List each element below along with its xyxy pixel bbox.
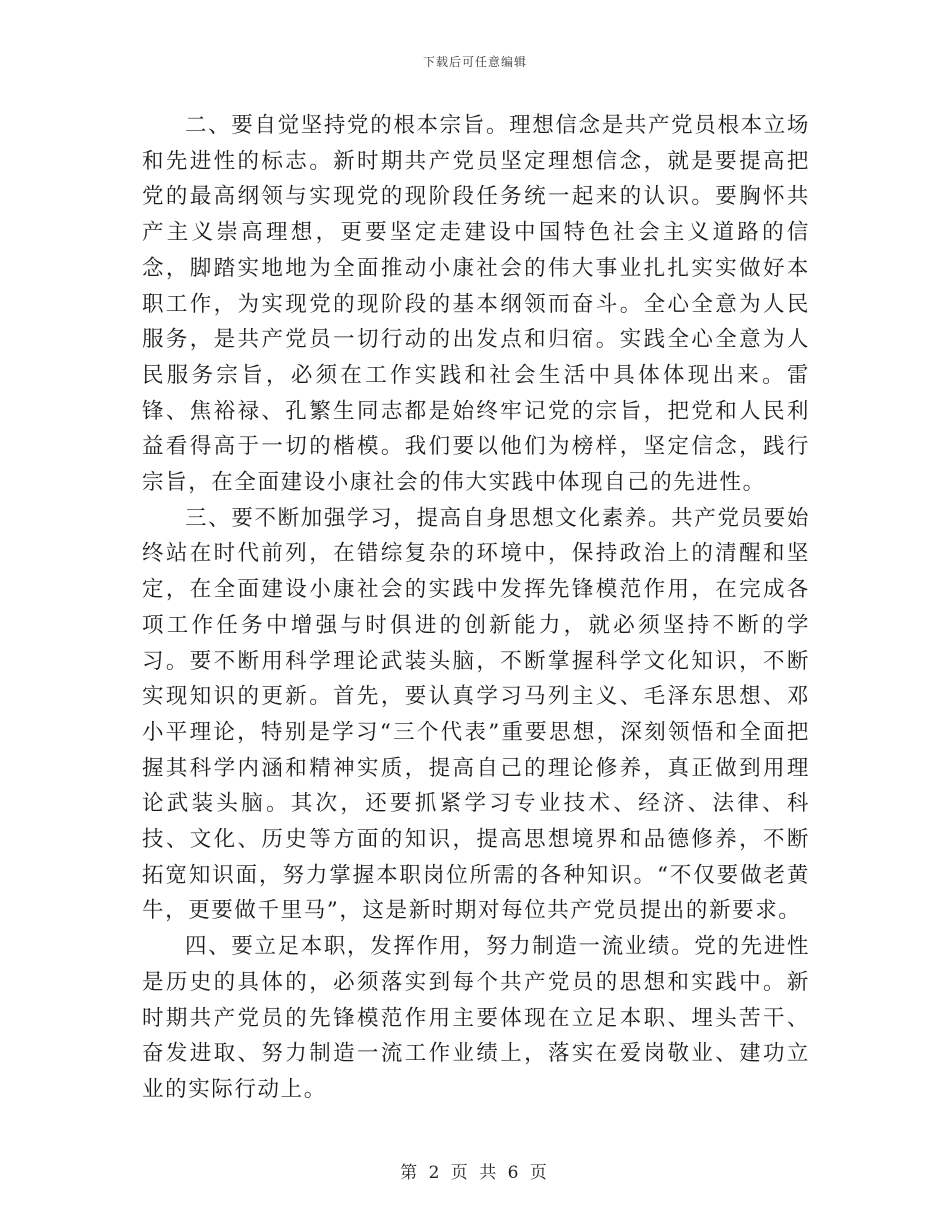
page-header: 下载后可任意编辑 <box>422 55 527 69</box>
page-number-footer: 第 2 页 共 6 页 <box>400 1163 550 1183</box>
paragraph-section-two: 二、要自觉坚持党的根本宗旨。理想信念是共产党员根本立场和先进性的标志。新时期共产党员坚定理想信念，就是要提高把党的最高纲领与实现党的现阶段任务统一起来的认识。要胸怀共产主义崇高理想，更要坚定走建设中国特色社会主义道路的信念，脚踏实地地为全面推动小康社会的伟大事业扎扎实实做好本职工作，为实现党的现阶段的基本纲领而奋斗。全心全意为人民服务，是共产党员一切行动的出发点和归宿。实践全心全意为人民服务宗旨，必须在工作实践和社会生活中具体体现出来。雷锋、焦裕禄、孔繁生同志都是始终牢记党的宗旨，把党和人民利益看得高于一切的楷模。我们要以他们为榜样，坚定信念，践行宗旨，在全面建设小康社会的伟大实践中体现自己的先进性。 <box>142 113 810 496</box>
paragraph-section-three: 三、要不断加强学习，提高自身思想文化素养。共产党员要始终站在时代前列，在错综复杂的环境中，保持政治上的清醒和坚定，在全面建设小康社会的实践中发挥先锋模范作用，在完成各项工作任务中增强与时俱进的创新能力，就必须坚持不断的学习。要不断用科学理论武装头脑，不断掌握科学文化知识，不断实现知识的更新。首先，要认真学习马列主义、毛泽东思想、邓小平理论，特别是学习“三个代表”重要思想，深刻领悟和全面把握其科学内涵和精神实质，提高自己的理论修养，真正做到用理论武装头脑。其次，还要抓紧学习专业技术、经济、法律、科技、文化、历史等方面的知识，提高思想境界和品德修养，不断拓宽知识面，努力掌握本职岗位所需的各种知识。“不仅要做老黄牛，更要做千里马”，这是新时期对每位共产党员提出的新要求。 <box>142 505 810 924</box>
paragraph-section-four: 四、要立足本职，发挥作用，努力制造一流业绩。党的先进性是历史的具体的，必须落实到每个共产党员的思想和实践中。新时期共产党员的先锋模范作用主要体现在立足本职、埋头苦干、奋发进取、努力制造一流工作业绩上，落实在爱岗敬业、建功立业的实际行动上。 <box>142 934 810 1102</box>
document-body <box>142 108 810 1108</box>
